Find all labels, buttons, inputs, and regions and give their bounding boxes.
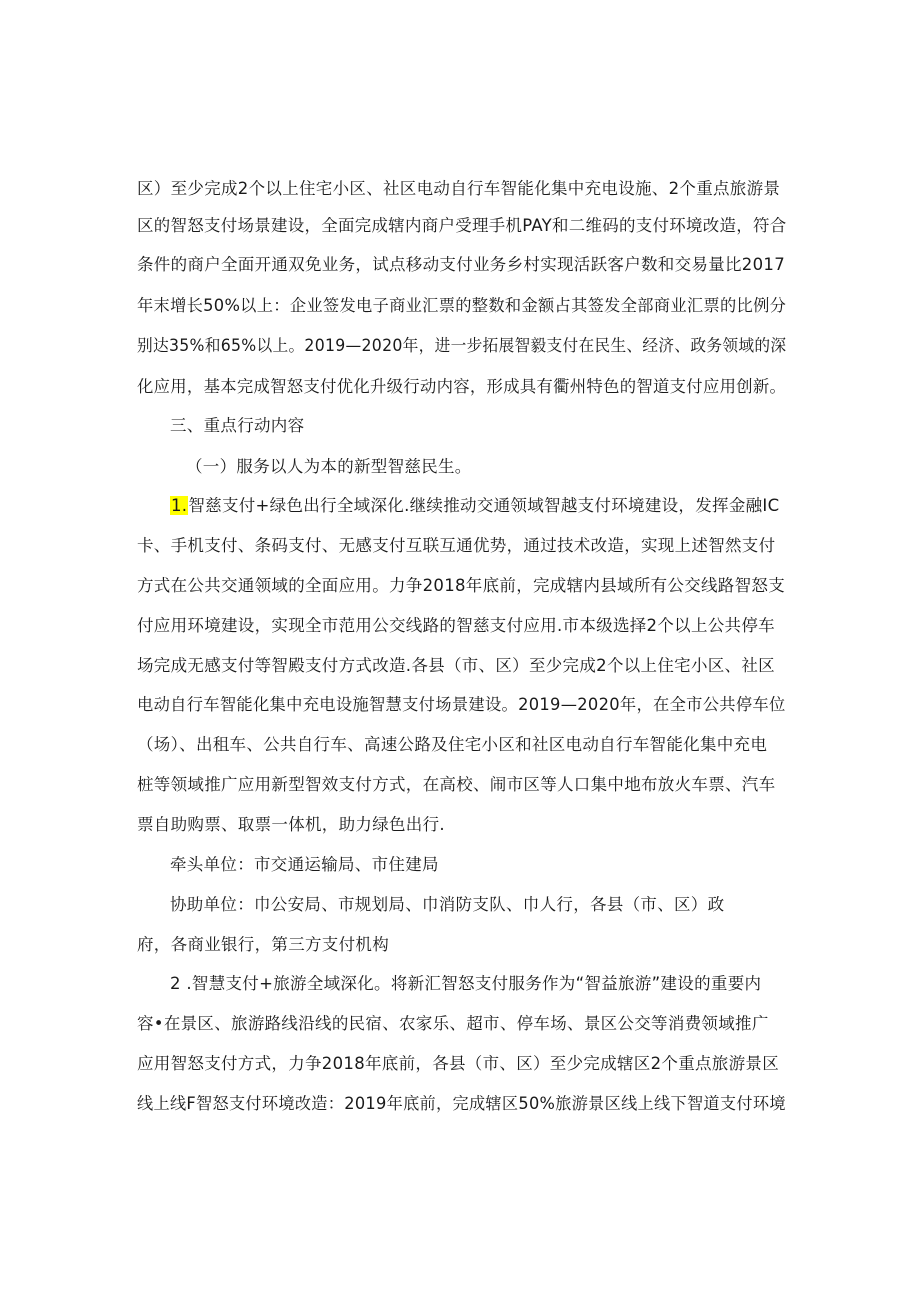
paragraph-line: 桩等领域推广应用新型智效支付方式，在高校、闹市区等人口集中地布放火车票、汽车	[137, 775, 776, 794]
lead-unit-line: 牵头单位：市交通运输局、市住建局	[170, 855, 439, 874]
subsection-heading: （一）服务以人为本的新型智慈民生。	[186, 457, 472, 476]
highlight-marker: 1.	[171, 496, 188, 515]
paragraph-line: 场完成无感支付等智殿支付方式改造.各县（市、区）至少完成2个以上住宅小区、社区	[137, 656, 775, 675]
list-item-line: 2 .智慧支付+旅游全域深化。将新汇智怒支付服务作为“智益旅游”建设的重要内	[170, 974, 762, 993]
paragraph-line: 方式在公共交通领域的全面应用。力争2018年底前，完成辖内县域所有公交线路智怒支	[137, 576, 785, 595]
section-heading: 三、重点行动内容	[170, 416, 305, 435]
paragraph-line: 线上线F智怒支付环境改造：2019年底前，完成辖区50%旅游景区线上线下智道支付环境	[137, 1094, 786, 1113]
paragraph-line: 容•在景区、旅游路线沿线的民宿、农家乐、超市、停车场、景区公交等消费领域推广	[137, 1014, 769, 1033]
paragraph-line: 卡、手机支付、条码支付、无感支付互联互通优势，通过技术改造，实现上述智然支付	[137, 536, 776, 555]
paragraph-line: （场）、出租车、公共自行车、高速公路及住宅小区和社区电动自行车智能化集中充电	[137, 735, 768, 754]
paragraph-line: 电动自行车智能化集中充电设施智慧支付场景建设。2019—2020年，在全市公共停车位	[137, 695, 786, 714]
paragraph-line: 府，各商业银行，第三方支付机构	[137, 935, 389, 954]
paragraph-line: 别达35%和65%以上。2019—2020年，进一步拓展智毅支付在民生、经济、政务领域的深	[137, 336, 787, 355]
paragraph-line: 条件的商户全面开通双免业务，试点移动支付业务乡村实现活跃客户数和交易量比2017	[137, 255, 785, 274]
list-item-line	[170, 495, 779, 517]
paragraph-line: 区）至少完成2个以上住宅小区、社区电动自行车智能化集中充电设施、2个重点旅游景	[137, 179, 781, 198]
assist-unit-line: 协助单位：巾公安局、市规划局、巾消防支队、巾人行，各县（市、区）政	[170, 895, 725, 914]
paragraph-line: 化应用，基本完成智怒支付优化升级行动内容，形成具有衢州特色的智道支付应用创新。	[137, 377, 787, 396]
paragraph-line: 区的智怒支付场景建设，全面完成辖内商户受理手机PAY和二维码的支付环境改造，符合	[137, 216, 787, 235]
list-item-text: 智慈支付+绿色出行全域深化.继续推动交通领域智越支付环境建设，发挥金融IC	[188, 496, 780, 515]
paragraph-line: 年末增长50%以上：企业签发电子商业汇票的整数和金额占其签发全部商业汇票的比例分	[137, 296, 787, 315]
paragraph-line: 应用智怒支付方式，力争2018年底前，各县（市、区）至少完成辖区2个重点旅游景区	[137, 1054, 779, 1073]
paragraph-line: 付应用环境建设，实现全市范用公交线路的智慈支付应用.市本级选择2个以上公共停车	[137, 616, 775, 635]
paragraph-line: 票自助购票、取票一体机，助力绿色出行.	[137, 815, 445, 834]
